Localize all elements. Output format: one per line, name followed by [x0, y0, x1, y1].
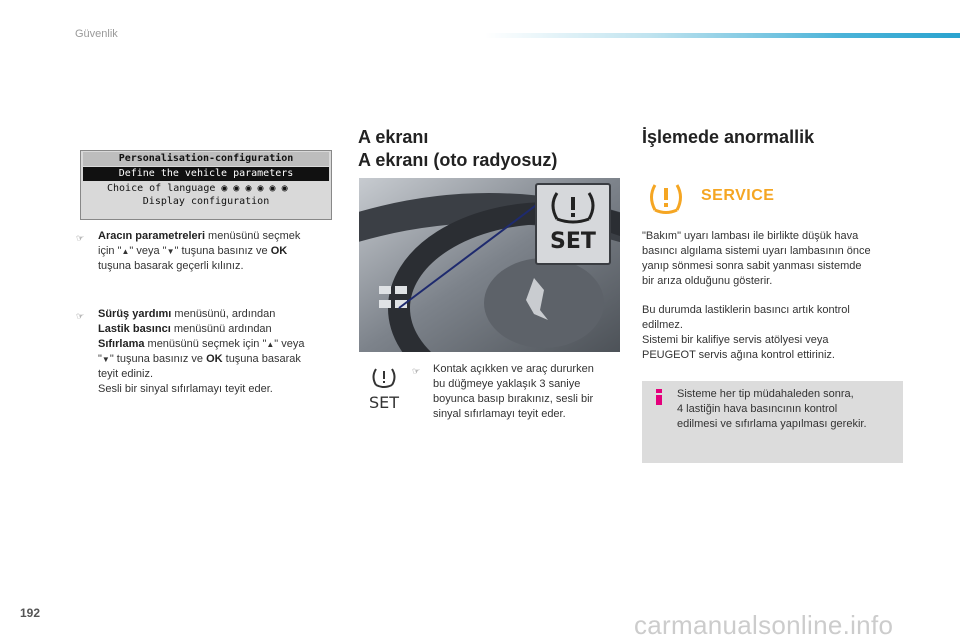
up-arrow-icon: ▲: [121, 247, 130, 256]
tpms-set-button: [535, 183, 611, 265]
set-instructions: Kontak açıkken ve araç dururken bu düğmeye yaklaşık 3 saniye boyunca basıp bırakınız, sesli bir sinyal sıfırlamayı teyit eder.: [433, 363, 594, 420]
heading-malfunction: İşlemede anormallik: [642, 127, 815, 147]
info-box-text: Sisteme her tip müdahaleden sonra, 4 lastiğin hava basıncının kontrol edilmesi ve sıfırlama yapılması gerekir.: [677, 388, 867, 430]
bullet-icon: ☞: [76, 311, 85, 321]
tpms-small-icon: [368, 365, 400, 393]
page-number: 192: [20, 606, 41, 620]
malfunction-description: "Bakım" uyarı lambası ile birlikte düşük hava basıncı algılama sistemi uyarı lambasının önce yanıp sönmesi sonra sabit yanması sistemde bir arıza olduğunu gösterir.: [642, 230, 871, 287]
lcd-language-row: Choice of language ◉ ◉ ◉ ◉ ◉ ◉: [107, 183, 288, 194]
bullet-icon: ☞: [76, 233, 85, 243]
heading-screen-a: A ekranı: [358, 127, 429, 147]
heading-screen-a-no-radio: A ekranı (oto radyosuz): [358, 150, 558, 170]
set-small-label: SET: [368, 393, 400, 412]
info-icon: [653, 389, 665, 405]
down-arrow-icon: ▼: [101, 355, 110, 364]
set-label: SET: [550, 229, 596, 254]
header-accent-bar: [485, 33, 960, 38]
section-label: Güvenlik: [75, 28, 118, 40]
down-arrow-icon: ▼: [166, 247, 175, 256]
set-small-icon: [368, 365, 400, 415]
lcd-display-row: Display configuration: [142, 196, 270, 207]
step-driving-assist: Sürüş yardımı menüsünü, ardından Lastik basıncı menüsünü ardından Sıfırlama menüsünü seçmek için "▲" veya "▼" tuşuna basınız ve OK tuşuna basarak teyit ediniz. Sesli bir sinyal sıfırlamayı teyit eder.: [98, 308, 305, 395]
lcd-highlighted-item: Define the vehicle parameters: [83, 167, 329, 181]
step-vehicle-parameters: Aracın parametreleri menüsünü seçmek için "▲" veya "▼" tuşuna basınız ve OK tuşuna basarak geçerli kılınız.: [98, 230, 301, 272]
lcd-title: Personalisation-configuration: [83, 152, 329, 166]
watermark: carmanualsonline.info: [634, 610, 894, 640]
bullet-icon: ☞: [412, 366, 421, 376]
service-warning-label: SERVICE: [701, 187, 775, 204]
up-arrow-icon: ▲: [266, 340, 275, 349]
lcd-menu-screen: [80, 150, 332, 220]
malfunction-action: Bu durumda lastiklerin basıncı artık kontrol edilmez. Sistemi bir kalifiye servis atölyesi veya PEUGEOT servis ağına kontrol ettiriniz.: [642, 304, 850, 361]
tpms-service-warning-icon: [646, 182, 686, 216]
